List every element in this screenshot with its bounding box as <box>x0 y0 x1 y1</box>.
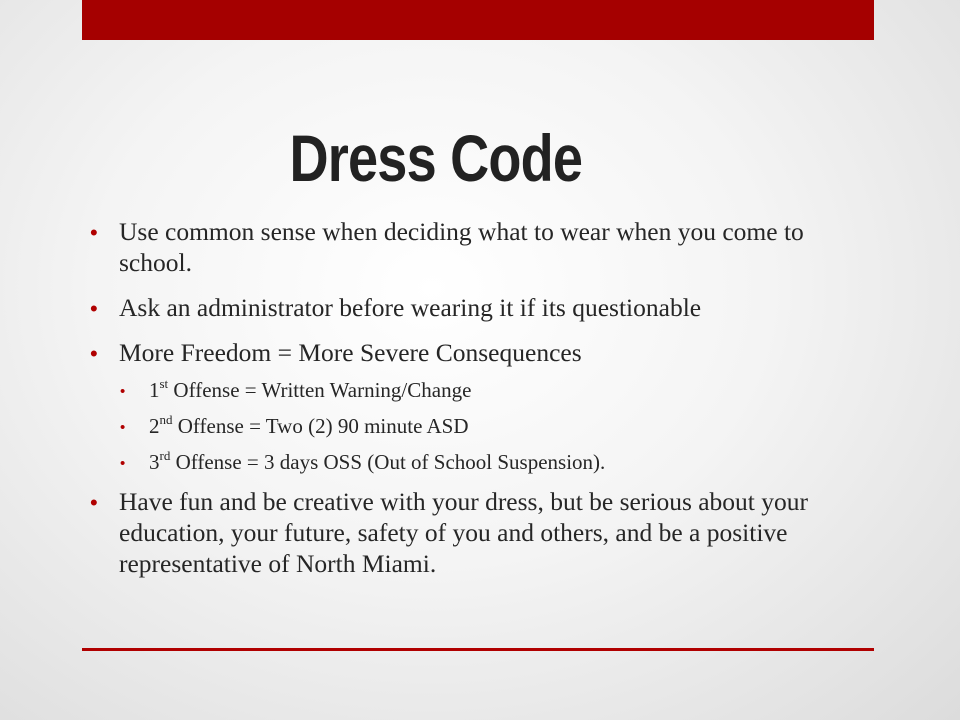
ordinal-suffix: rd <box>159 448 171 463</box>
list-item <box>90 216 850 278</box>
bullet-icon: • <box>90 220 98 245</box>
bullet-list <box>90 216 850 593</box>
bottom-accent-rule <box>82 648 874 651</box>
bullet-icon: • <box>120 455 126 472</box>
list-item <box>90 337 850 368</box>
list-item-text: Use common sense when deciding what to wear when you come to school. <box>119 217 804 277</box>
sub-list-item <box>120 378 850 402</box>
ordinal-suffix: nd <box>159 412 173 427</box>
bullet-icon: • <box>90 341 98 366</box>
offense-number: 2 <box>149 414 160 438</box>
ordinal-suffix: st <box>159 376 169 391</box>
top-accent-bar <box>82 0 874 40</box>
slide-title: Dress Code <box>289 121 583 195</box>
list-item <box>90 292 850 323</box>
bullet-icon: • <box>120 419 126 436</box>
list-item-text: Have fun and be creative with your dress, but be serious about your education, your future, safety of you and others, and be a positive representative of North Miami. <box>119 487 809 578</box>
offense-number: 1 <box>149 378 160 402</box>
sub-list-item <box>120 450 850 474</box>
list-item-text: More Freedom = More Severe Consequences <box>119 338 582 367</box>
sub-list-item <box>120 414 850 438</box>
list-item-text: Offense = 3 days OSS (Out of School Suspension). <box>170 450 606 474</box>
list-item-text: Offense = Written Warning/Change <box>168 378 472 402</box>
bullet-icon: • <box>90 490 98 515</box>
list-item-text: Ask an administrator before wearing it if its questionable <box>119 293 702 322</box>
bullet-icon: • <box>90 296 98 321</box>
offense-number: 3 <box>149 450 160 474</box>
bullet-icon: • <box>120 383 126 400</box>
list-item <box>90 486 850 579</box>
list-item-text: Offense = Two (2) 90 minute ASD <box>172 414 469 438</box>
